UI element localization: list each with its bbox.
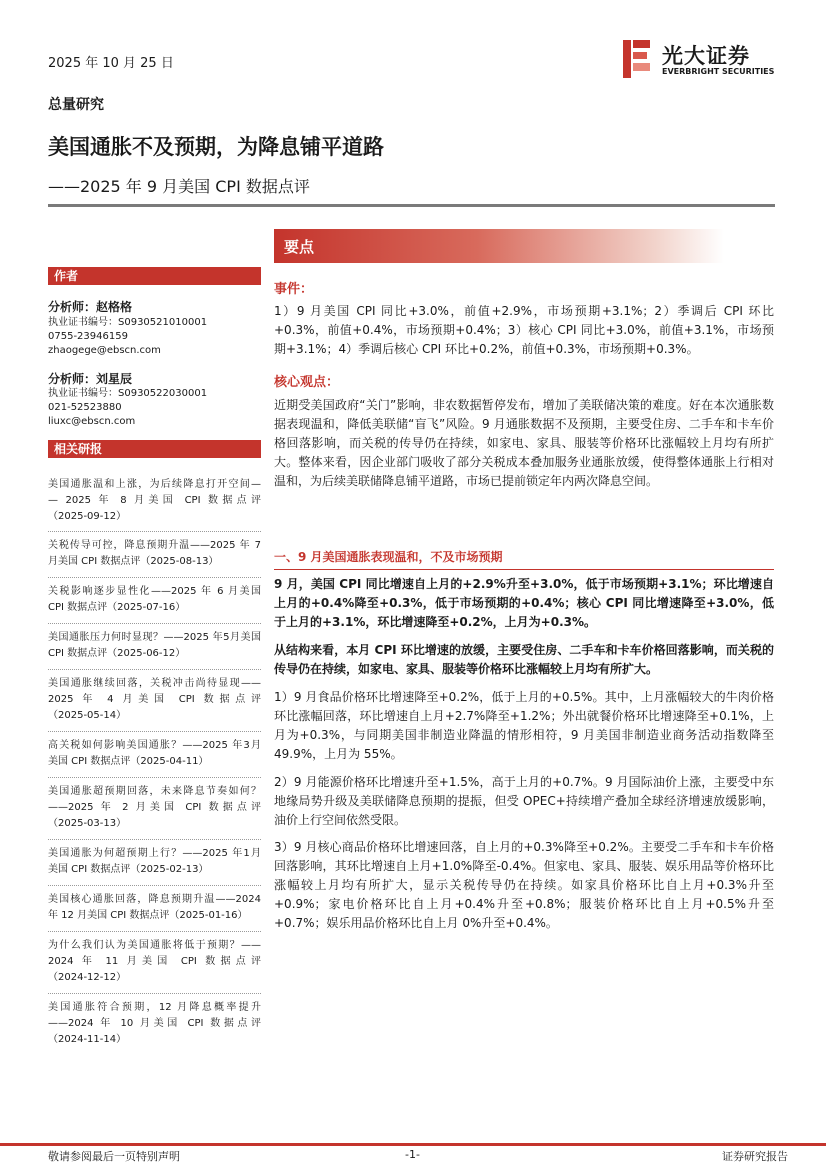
- core-view-text: 近期受美国政府“关门”影响，非农数据暂停发布，增加了美联储决策的难度。好在本次通胀数据表现温和，降低美联储“盲飞”风险。9 月通胀数据不及预期，主要受住房、二手车和卡车价格回落影响，而关税的传导仍在持续，如家电、家具、服装等价格环比涨幅较上月均有所扩大。整体来看，因企业部门吸收了部分关税成本叠加服务业通胀放缓，使得整体通胀上行相对温和，为后续美联储降息铺平道路，市场已提前锁定年内两次降息空间。: [274, 398, 774, 488]
- related-report-line: （2025-09-12）: [48, 511, 127, 522]
- related-report-line: CPI 数据点评（2025-07-16）: [48, 602, 186, 613]
- everbright-logo-icon: [620, 38, 654, 80]
- related-report-line: — 2025 年 8 月美国 CPI 数据点评: [48, 495, 261, 506]
- related-report-item[interactable]: [48, 676, 261, 724]
- authors-heading: 作者: [48, 267, 261, 285]
- analyst-cert: 执业证书编号：S0930522030001: [48, 388, 208, 399]
- analyst-phone: 0755-23946159: [48, 331, 128, 342]
- report-category: 总量研究: [48, 97, 104, 113]
- related-report-line: 美国通胀压力何时显现？——2025 年5月美国: [48, 632, 261, 643]
- event-heading: 事件：: [274, 282, 314, 297]
- related-divider: [48, 885, 261, 886]
- related-report-item[interactable]: [48, 584, 261, 616]
- core-goods-paragraph: 3）9 月核心商品价格环比增速回落，自上月的+0.3%降至+0.2%。主要受二手车和卡车价格回落影响，其环比增速自上月+1.0%降至-0.4%。但家电、家具、服装、娱乐用品等价格环比涨幅较上月均有所扩大，显示关税传导仍在持续。如家具价格环比自上月+0.3%升至+0.9%；家电价格环比自上月+0.4%升至+0.8%；服装价格环比自上月+0.5%升至+0.7%；娱乐用品价格环比自上月 0%升至+0.4%。: [274, 840, 774, 930]
- event-text: 1）9 月美国 CPI 同比+3.0%，前值+2.9%，市场预期+3.1%；2）季调后 CPI 环比+0.3%，前值+0.4%，市场预期+0.4%；3）核心 CPI 同比+3.0%，前值+3.1%，市场预期+3.1%；4）季调后核心 CPI 环比+0.2%，前值+0.3%，市场预期+0.3%。: [274, 304, 774, 356]
- analyst-name: 分析师：赵格格: [48, 300, 133, 314]
- core-view-heading: 核心观点：: [274, 375, 340, 390]
- report-title: 美国通胀不及预期，为降息铺平道路: [48, 135, 384, 159]
- related-divider: [48, 669, 261, 670]
- related-reports-heading: 相关研报: [48, 440, 261, 458]
- related-divider: [48, 993, 261, 994]
- related-report-line: 关税传导可控，降息预期升温——2025 年 7: [48, 540, 261, 551]
- report-subtitle: ——2025 年 9 月美国 CPI 数据点评: [48, 177, 310, 196]
- analyst-email[interactable]: zhaogege@ebscn.com: [48, 345, 161, 356]
- related-report-line: 2024 年 11 月美国 CPI 数据点评: [48, 956, 261, 967]
- key-points-title: 要点: [284, 238, 315, 256]
- related-report-line: 关税影响逐步显性化——2025 年 6 月美国: [48, 586, 261, 597]
- related-report-line: ——2025 年 2 月美国 CPI 数据点评: [48, 802, 261, 813]
- related-report-line: 美国 CPI 数据点评（2025-04-11）: [48, 756, 209, 767]
- related-report-line: （2024-12-12）: [48, 972, 127, 983]
- related-report-line: （2025-05-14）: [48, 710, 127, 721]
- related-report-line: （2024-11-14）: [48, 1034, 127, 1045]
- related-report-item[interactable]: [48, 477, 261, 525]
- key-points-banner: [274, 229, 724, 263]
- related-report-line: 美国通胀超预期回落，未来降息节奏如何？: [48, 786, 261, 797]
- summary-bold-paragraph: 9 月，美国 CPI 同比增速自上月的+2.9%升至+3.0%，低于市场预期+3.1%；环比增速自上月的+0.4%降至+0.3%，低于市场预期的+0.4%；核心 CPI 同比增速降至+3.0%，低于上月的+3.1%，环比增速降至+0.2%，上月为+0.3%。: [274, 577, 774, 629]
- energy-paragraph: 2）9 月能源价格环比增速升至+1.5%，高于上月的+0.7%。9 月国际油价上涨，主要受中东地缘局势升级及美联储降息预期的提振，但受 OPEC+持续增产叠加全球经济增速放缓影响，油价上行空间依然受限。: [274, 775, 774, 827]
- logo-name-en: EVERBRIGHT SECURITIES: [662, 67, 775, 76]
- footer-report-type: 证券研究报告: [722, 1150, 788, 1163]
- related-report-item[interactable]: [48, 784, 261, 832]
- related-divider: [48, 531, 261, 532]
- related-report-item[interactable]: [48, 938, 261, 986]
- footer-divider: [0, 1143, 826, 1146]
- related-report-line: 美国 CPI 数据点评（2025-02-13）: [48, 864, 209, 875]
- related-report-item[interactable]: [48, 630, 261, 662]
- analyst-name: 分析师：刘星辰: [48, 372, 133, 386]
- related-report-line: 美国核心通胀回落，降息预期升温——2024: [48, 894, 261, 905]
- company-logo: [620, 38, 780, 80]
- related-report-line: 月美国 CPI 数据点评（2025-08-13）: [48, 556, 219, 567]
- related-divider: [48, 623, 261, 624]
- analyst-email[interactable]: liuxc@ebscn.com: [48, 416, 136, 427]
- related-report-line: （2025-03-13）: [48, 818, 127, 829]
- section-title: 一、9 月美国通胀表现温和，不及市场预期: [274, 548, 774, 570]
- structure-bold-paragraph: 从结构来看，本月 CPI 环比增速的放缓，主要受住房、二手车和卡车价格回落影响，而关税的传导仍在持续，如家电、家具、服装等价格环比涨幅较上月均有所扩大。: [274, 643, 774, 676]
- related-divider: [48, 777, 261, 778]
- related-report-line: 为什么我们认为美国通胀将低于预期？——: [48, 940, 261, 951]
- related-report-line: 年 12 月美国 CPI 数据点评（2025-01-16）: [48, 910, 248, 921]
- related-report-line: 美国通胀继续回落，关税冲击尚待显现——: [48, 678, 261, 689]
- related-report-item[interactable]: [48, 1000, 261, 1048]
- footer-disclaimer: 敬请参阅最后一页特别声明: [48, 1150, 180, 1163]
- related-report-item[interactable]: [48, 538, 261, 570]
- related-report-line: 美国通胀温和上涨，为后续降息打开空间—: [48, 479, 261, 490]
- header-divider: [48, 204, 775, 207]
- related-report-item[interactable]: [48, 738, 261, 770]
- related-report-line: 美国通胀符合预期，12 月降息概率提升: [48, 1002, 261, 1013]
- report-date: 2025 年 10 月 25 日: [48, 56, 174, 71]
- related-report-line: 2025 年 4 月美国 CPI 数据点评: [48, 694, 261, 705]
- page-number: -1-: [405, 1148, 420, 1161]
- related-divider: [48, 731, 261, 732]
- logo-name-cn: 光大证券: [662, 44, 750, 68]
- related-report-item[interactable]: [48, 892, 261, 924]
- food-paragraph: 1）9 月食品价格环比增速降至+0.2%，低于上月的+0.5%。其中，上月涨幅较大的牛肉价格环比涨幅回落，环比增速自上月+2.7%降至+1.2%；外出就餐价格环比增速降至+0.1%，上月为+0.3%，与同期美国非制造业降温的情形相符，9 月美国非制造业商务活动指数降至 49.9%，上月为 55%。: [274, 690, 774, 761]
- related-divider: [48, 577, 261, 578]
- related-report-line: CPI 数据点评（2025-06-12）: [48, 648, 186, 659]
- related-divider: [48, 931, 261, 932]
- analyst-cert: 执业证书编号：S0930521010001: [48, 317, 208, 328]
- related-report-line: 美国通胀为何超预期上行？——2025 年1月: [48, 848, 261, 859]
- related-report-item[interactable]: [48, 846, 261, 878]
- related-divider: [48, 839, 261, 840]
- related-report-line: ——2024 年 10 月美国 CPI 数据点评: [48, 1018, 261, 1029]
- analyst-phone: 021-52523880: [48, 402, 122, 413]
- related-report-line: 高关税如何影响美国通胀？——2025 年3月: [48, 740, 261, 751]
